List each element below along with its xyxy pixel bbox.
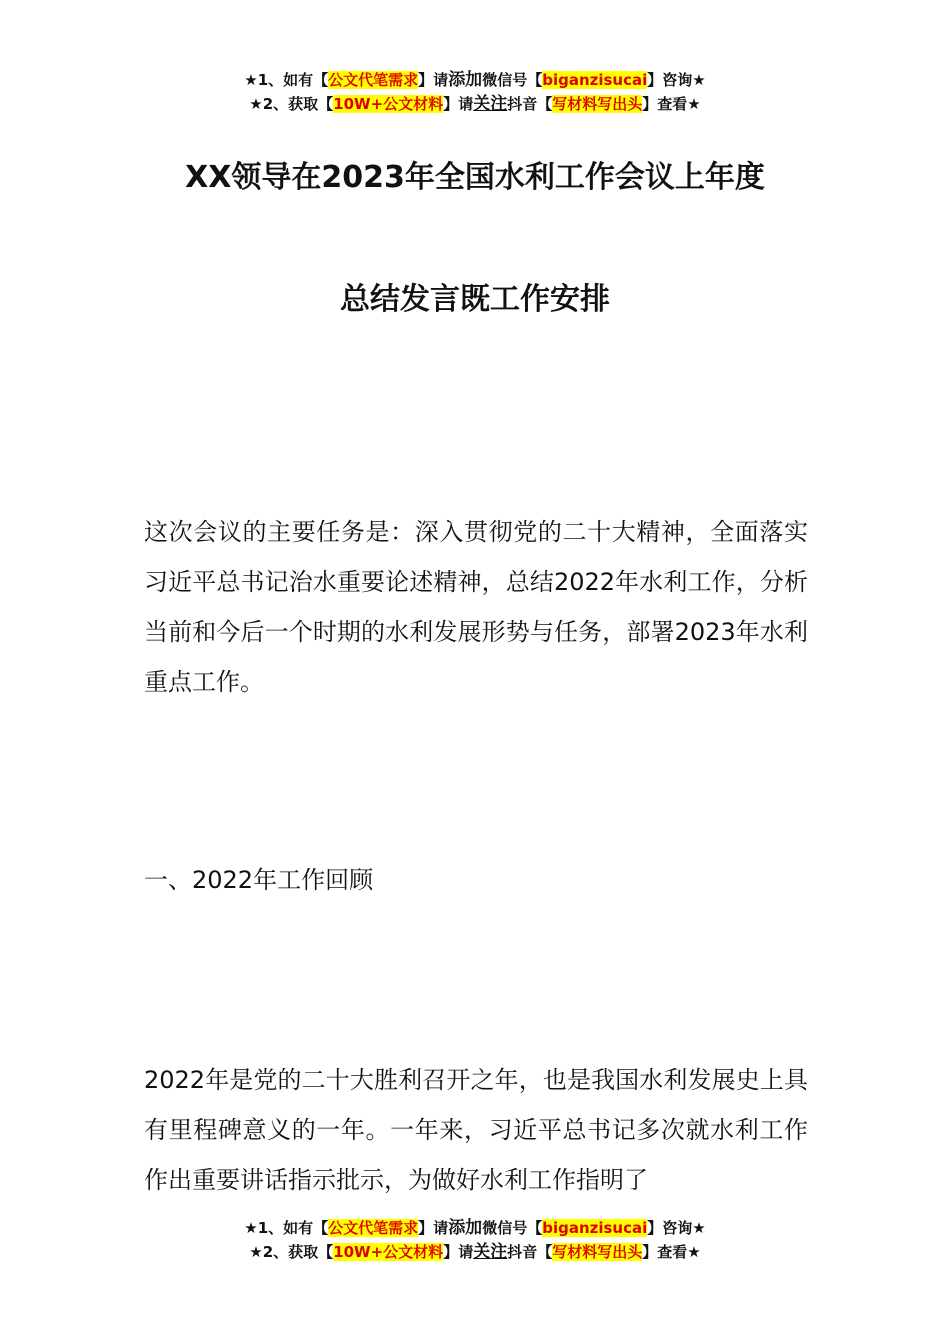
paragraph-intro: 这次会议的主要任务是：深入贯彻党的二十大精神，全面落实习近平总书记治水重要论述精神，总结2022年水利工作，分析当前和今后一个时期的水利发展形势与任务，部署2023年水利重点工作。 [144, 518, 808, 696]
banner-emphasis: 关注 [473, 1242, 508, 1262]
banner-highlight: 写材料写出头 [552, 1243, 643, 1261]
banner-text: ★2、获取【 [249, 95, 334, 113]
banner-highlight: biganzisucai [542, 1219, 648, 1237]
banner-highlight: 10W+公文材料 [333, 1243, 444, 1261]
section-heading: 一、2022年工作回顾 [144, 866, 374, 894]
banner-text: 微信号【 [482, 1219, 543, 1237]
document-title-line-2: 总结发言既工作安排 [340, 282, 610, 317]
banner-line-1 [0, 68, 950, 92]
banner-text: 】请 [418, 71, 449, 89]
banner-text: ★2、获取【 [249, 1243, 334, 1261]
banner-text: 】咨询★ [647, 71, 706, 89]
banner-text: 】请 [443, 95, 474, 113]
banner-text: 】请 [443, 1243, 474, 1261]
banner-highlight: 公文代笔需求 [328, 1219, 419, 1237]
banner-text: 】请 [418, 1219, 449, 1237]
document-title-line-1: XX领导在2023年全国水利工作会议上年度 [185, 160, 765, 195]
banner-highlight: 10W+公文材料 [333, 95, 444, 113]
banner-emphasis: 关注 [473, 94, 508, 114]
banner-highlight: biganzisucai [542, 71, 648, 89]
banner-text: 】查看★ [642, 1243, 701, 1261]
banner-text: ★1、如有【 [244, 1219, 329, 1237]
banner-text: 】查看★ [642, 95, 701, 113]
banner-line-2 [0, 92, 950, 116]
banner-highlight: 写材料写出头 [552, 95, 643, 113]
banner-line-1 [0, 1216, 950, 1240]
banner-text: 抖音【 [507, 1243, 553, 1261]
banner-emphasis: 添加 [448, 70, 483, 90]
banner-emphasis: 添加 [448, 1218, 483, 1238]
banner-highlight: 公文代笔需求 [328, 71, 419, 89]
banner-text: 微信号【 [482, 71, 543, 89]
paragraph-review: 2022年是党的二十大胜利召开之年，也是我国水利发展史上具有里程碑意义的一年。一年来，习近平总书记多次就水利工作作出重要讲话指示批示，为做好水利工作指明了 [144, 1066, 808, 1194]
banner-text: 抖音【 [507, 95, 553, 113]
banner-top [0, 68, 950, 116]
banner-bottom [0, 1216, 950, 1264]
banner-line-2 [0, 1240, 950, 1264]
banner-text: 】咨询★ [647, 1219, 706, 1237]
banner-text: ★1、如有【 [244, 71, 329, 89]
